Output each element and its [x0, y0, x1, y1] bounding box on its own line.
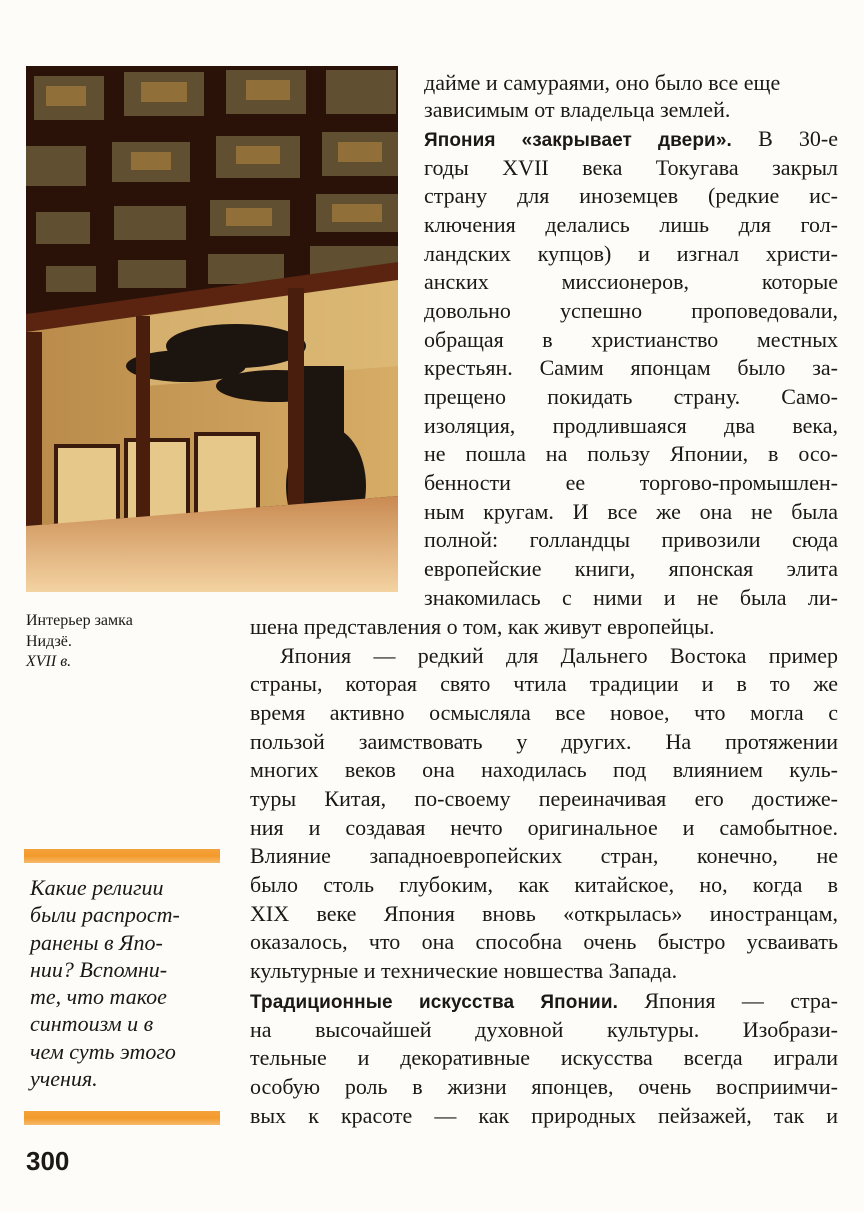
text-line: ключения делались лишь для гол- [424, 212, 838, 237]
text-line: прещено покидать страну. Само- [424, 384, 838, 409]
text-line: многих веков она находилась под влиянием куль- [250, 757, 838, 782]
text-line [250, 987, 838, 1014]
page-number: 300 [26, 1146, 70, 1176]
text-line: было столь глубоким, как китайское, но, когда в [250, 872, 838, 897]
text-line: туры Китая, по-своему переиначивая его достиже- [250, 786, 838, 811]
question-line: были распрост- [30, 902, 180, 928]
question-line: Какие религии [30, 875, 164, 900]
question-box-top-bar [24, 849, 220, 863]
section-heading: Япония «закрывает двери». [424, 130, 732, 151]
castle-interior-photo-icon [26, 66, 398, 592]
text-line: оказалось, что она способна очень быстро усваивать [250, 929, 838, 954]
question-line: ранены в Япо- [30, 929, 163, 955]
text-line: довольно успешно проповедовали, [424, 298, 838, 323]
text-line: изоляция, продлившаяся два века, [424, 413, 838, 438]
castle-interior-photo [26, 66, 398, 592]
text-line: ландских купцов) и изгнал христи- [424, 241, 838, 266]
photo-caption [26, 611, 226, 673]
text-line: ным кругам. И все же она не была [424, 499, 838, 524]
text-line: европейские книги, японская элита [424, 556, 838, 581]
caption-line: Интерьер замка [26, 612, 133, 629]
text-line: тельные и декоративные искусства всегда играли [250, 1045, 838, 1070]
question-box [30, 874, 220, 1092]
question-line: чем суть этого [30, 1038, 176, 1064]
text-line: обращая в христианство местных [424, 327, 838, 352]
text-line: страну для иноземцев (редкие ис- [424, 183, 838, 208]
text-line: не пошла на пользу Японии, в осо- [424, 441, 838, 466]
text-line: знакомилась с ними и не была ли- [424, 585, 838, 610]
question-line: синтоизм и в [30, 1011, 154, 1037]
text-line: ния и создавая нечто оригинальное и самобытное. [250, 815, 838, 840]
text-line: крестьян. Самим японцам было за- [424, 355, 838, 380]
text-line: пользой заимствовать у других. На протяжении [250, 729, 838, 754]
text-line [424, 125, 838, 152]
text-run: В 30-е [758, 126, 839, 151]
text-line: Влияние западноевропейских стран, конечно, не [250, 843, 838, 868]
text-line: вых к красоте — как природных пейзажей, так и [250, 1103, 838, 1128]
caption-date: XVII в. [26, 653, 72, 670]
text-line: шена представления о том, как живут европейцы. [250, 614, 715, 639]
text-line: бенности ее торгово-промышлен- [424, 470, 838, 495]
text-line: XIX веке Япония вновь «открылась» иностранцам, [250, 901, 838, 926]
text-line: культурные и технические новшества Запада. [250, 958, 678, 983]
text-line: годы XVII века Токугава закрыл [424, 155, 838, 180]
text-line: на высочайшей духовной культуры. Изобрази- [250, 1017, 838, 1042]
section-heading: Традиционные искусства Японии. [250, 992, 618, 1013]
caption-line: Нидзё. [26, 632, 72, 650]
text-line: Япония — редкий для Дальнего Востока пример [280, 643, 838, 668]
question-box-bottom-bar [24, 1111, 220, 1125]
text-line: дайме и самураями, оно было все еще [424, 70, 781, 95]
question-line: нии? Вспомни- [30, 956, 168, 982]
text-line: полной: голландцы привозили сюда [424, 527, 838, 552]
text-line: особую роль в жизни японцев, очень восприимчи- [250, 1074, 838, 1099]
text-line: время активно осмысляла все новое, что могла с [250, 700, 838, 725]
text-line: страны, которая свято чтила традиции и в то же [250, 671, 838, 696]
text-run: Япония — стра- [644, 988, 838, 1013]
text-line: анских миссионеров, которые [424, 269, 838, 294]
question-line: учения. [30, 1066, 98, 1092]
question-line: те, что такое [30, 984, 167, 1010]
text-line: зависимым от владельца землей. [424, 97, 731, 122]
